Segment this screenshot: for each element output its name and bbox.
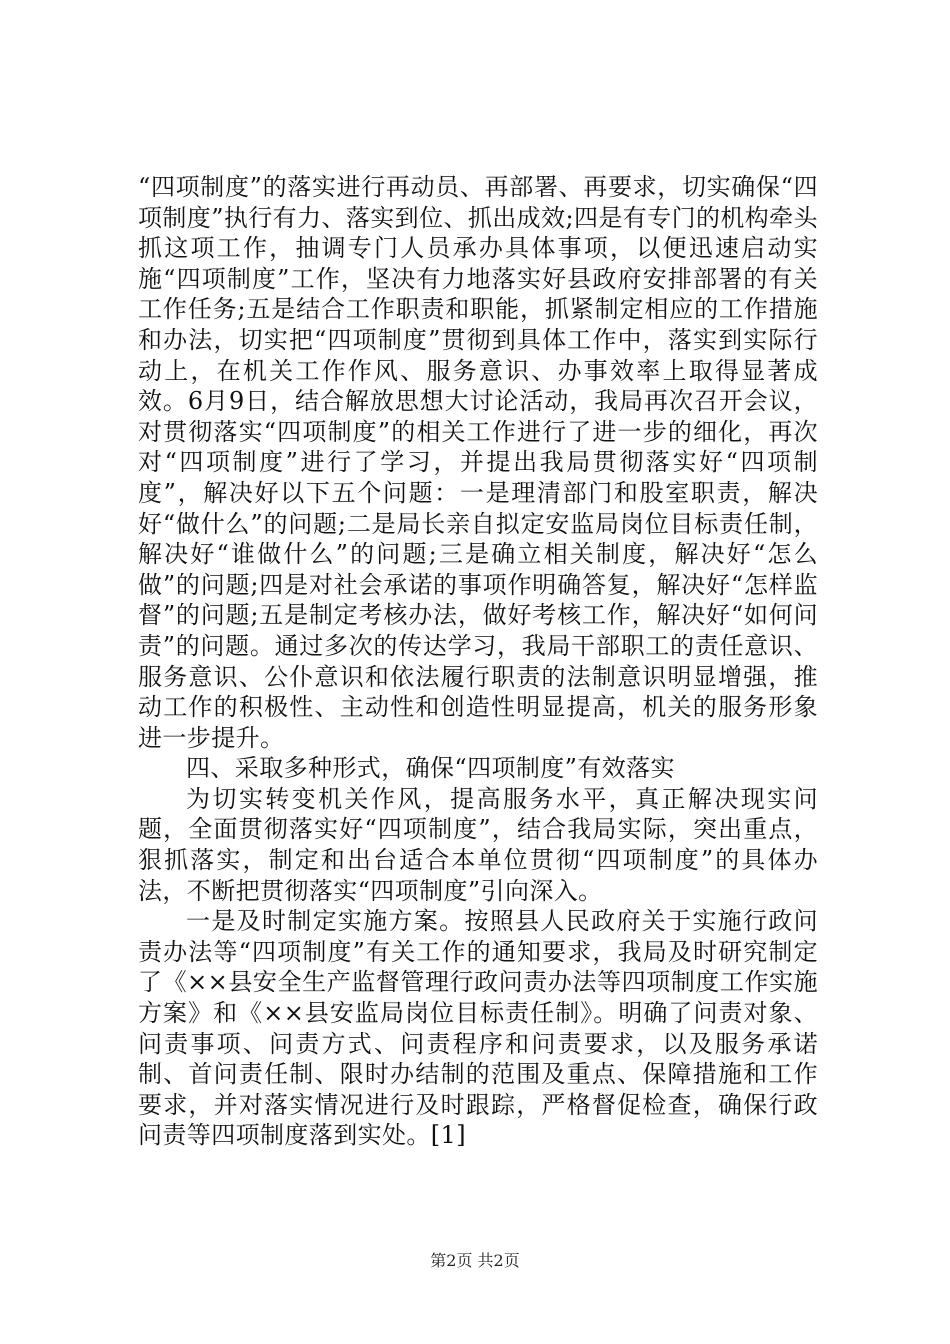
document-body	[138, 172, 818, 1151]
section-heading-4: 四、采取多种形式，确保“四项制度”有效落实	[186, 754, 675, 783]
paragraph-2: 为切实转变机关作风，提高服务水平，真正解决现实问题，全面贯彻落实好“四项制度”，结合我局实际，突出重点，狠抓落实，制定和出台适合本单位贯彻“四项制度”的具体办法，不断把贯彻落实“四项制度”引向深入。	[138, 784, 818, 905]
paragraph-1: “四项制度”的落实进行再动员、再部署、再要求，切实确保“四项制度”执行有力、落实到位、抓出成效;四是有专门的机构牵头抓这项工作，抽调专门人员承办具体事项，以便迅速启动实施“四项制度”工作，坚决有力地落实好县政府安排部署的有关工作任务;五是结合工作职责和职能，抓紧制定相应的工作措施和办法，切实把“四项制度”贯彻到具体工作中，落实到实际行动上，在机关工作作风、服务意识、办事效率上取得显著成效。6月9日，结合解放思想大讨论活动，我局再次召开会议，对贯彻落实“四项制度”的相关工作进行了进一步的细化，再次对“四项制度”进行了学习，并提出我局贯彻落实好“四项制度”，解决好以下五个问题：一是理清部门和股室职责，解决好“做什么”的问题;二是局长亲自拟定安监局岗位目标责任制，解决好“谁做什么”的问题;三是确立相关制度，解决好“怎么做”的问题;四是对社会承诺的事项作明确答复，解决好“怎样监督”的问题;五是制定考核办法，做好考核工作，解决好“如何问责”的问题。通过多次的传达学习，我局干部职工的责任意识、服务意识、公仆意识和依法履行职责的法制意识明显增强，推动工作的积极性、主动性和创造性明显提高，机关的服务形象进一步提升。	[138, 173, 818, 752]
paragraph-3: 一是及时制定实施方案。按照县人民政府关于实施行政问责办法等“四项制度”有关工作的通知要求，我局及时研究制定了《××县安全生产监督管理行政问责办法等四项制度工作实施方案》和《××县安监局岗位目标责任制》。明确了问责对象、问责事项、问责方式、问责程序和问责要求，以及服务承诺制、首问责任制、限时办结制的范围及重点、保障措施和工作要求，并对落实情况进行及时跟踪，严格督促检查，确保行政问责等四项制度落到实处。[1]	[138, 907, 818, 1150]
page-footer: 第2页 共2页	[430, 1251, 520, 1270]
